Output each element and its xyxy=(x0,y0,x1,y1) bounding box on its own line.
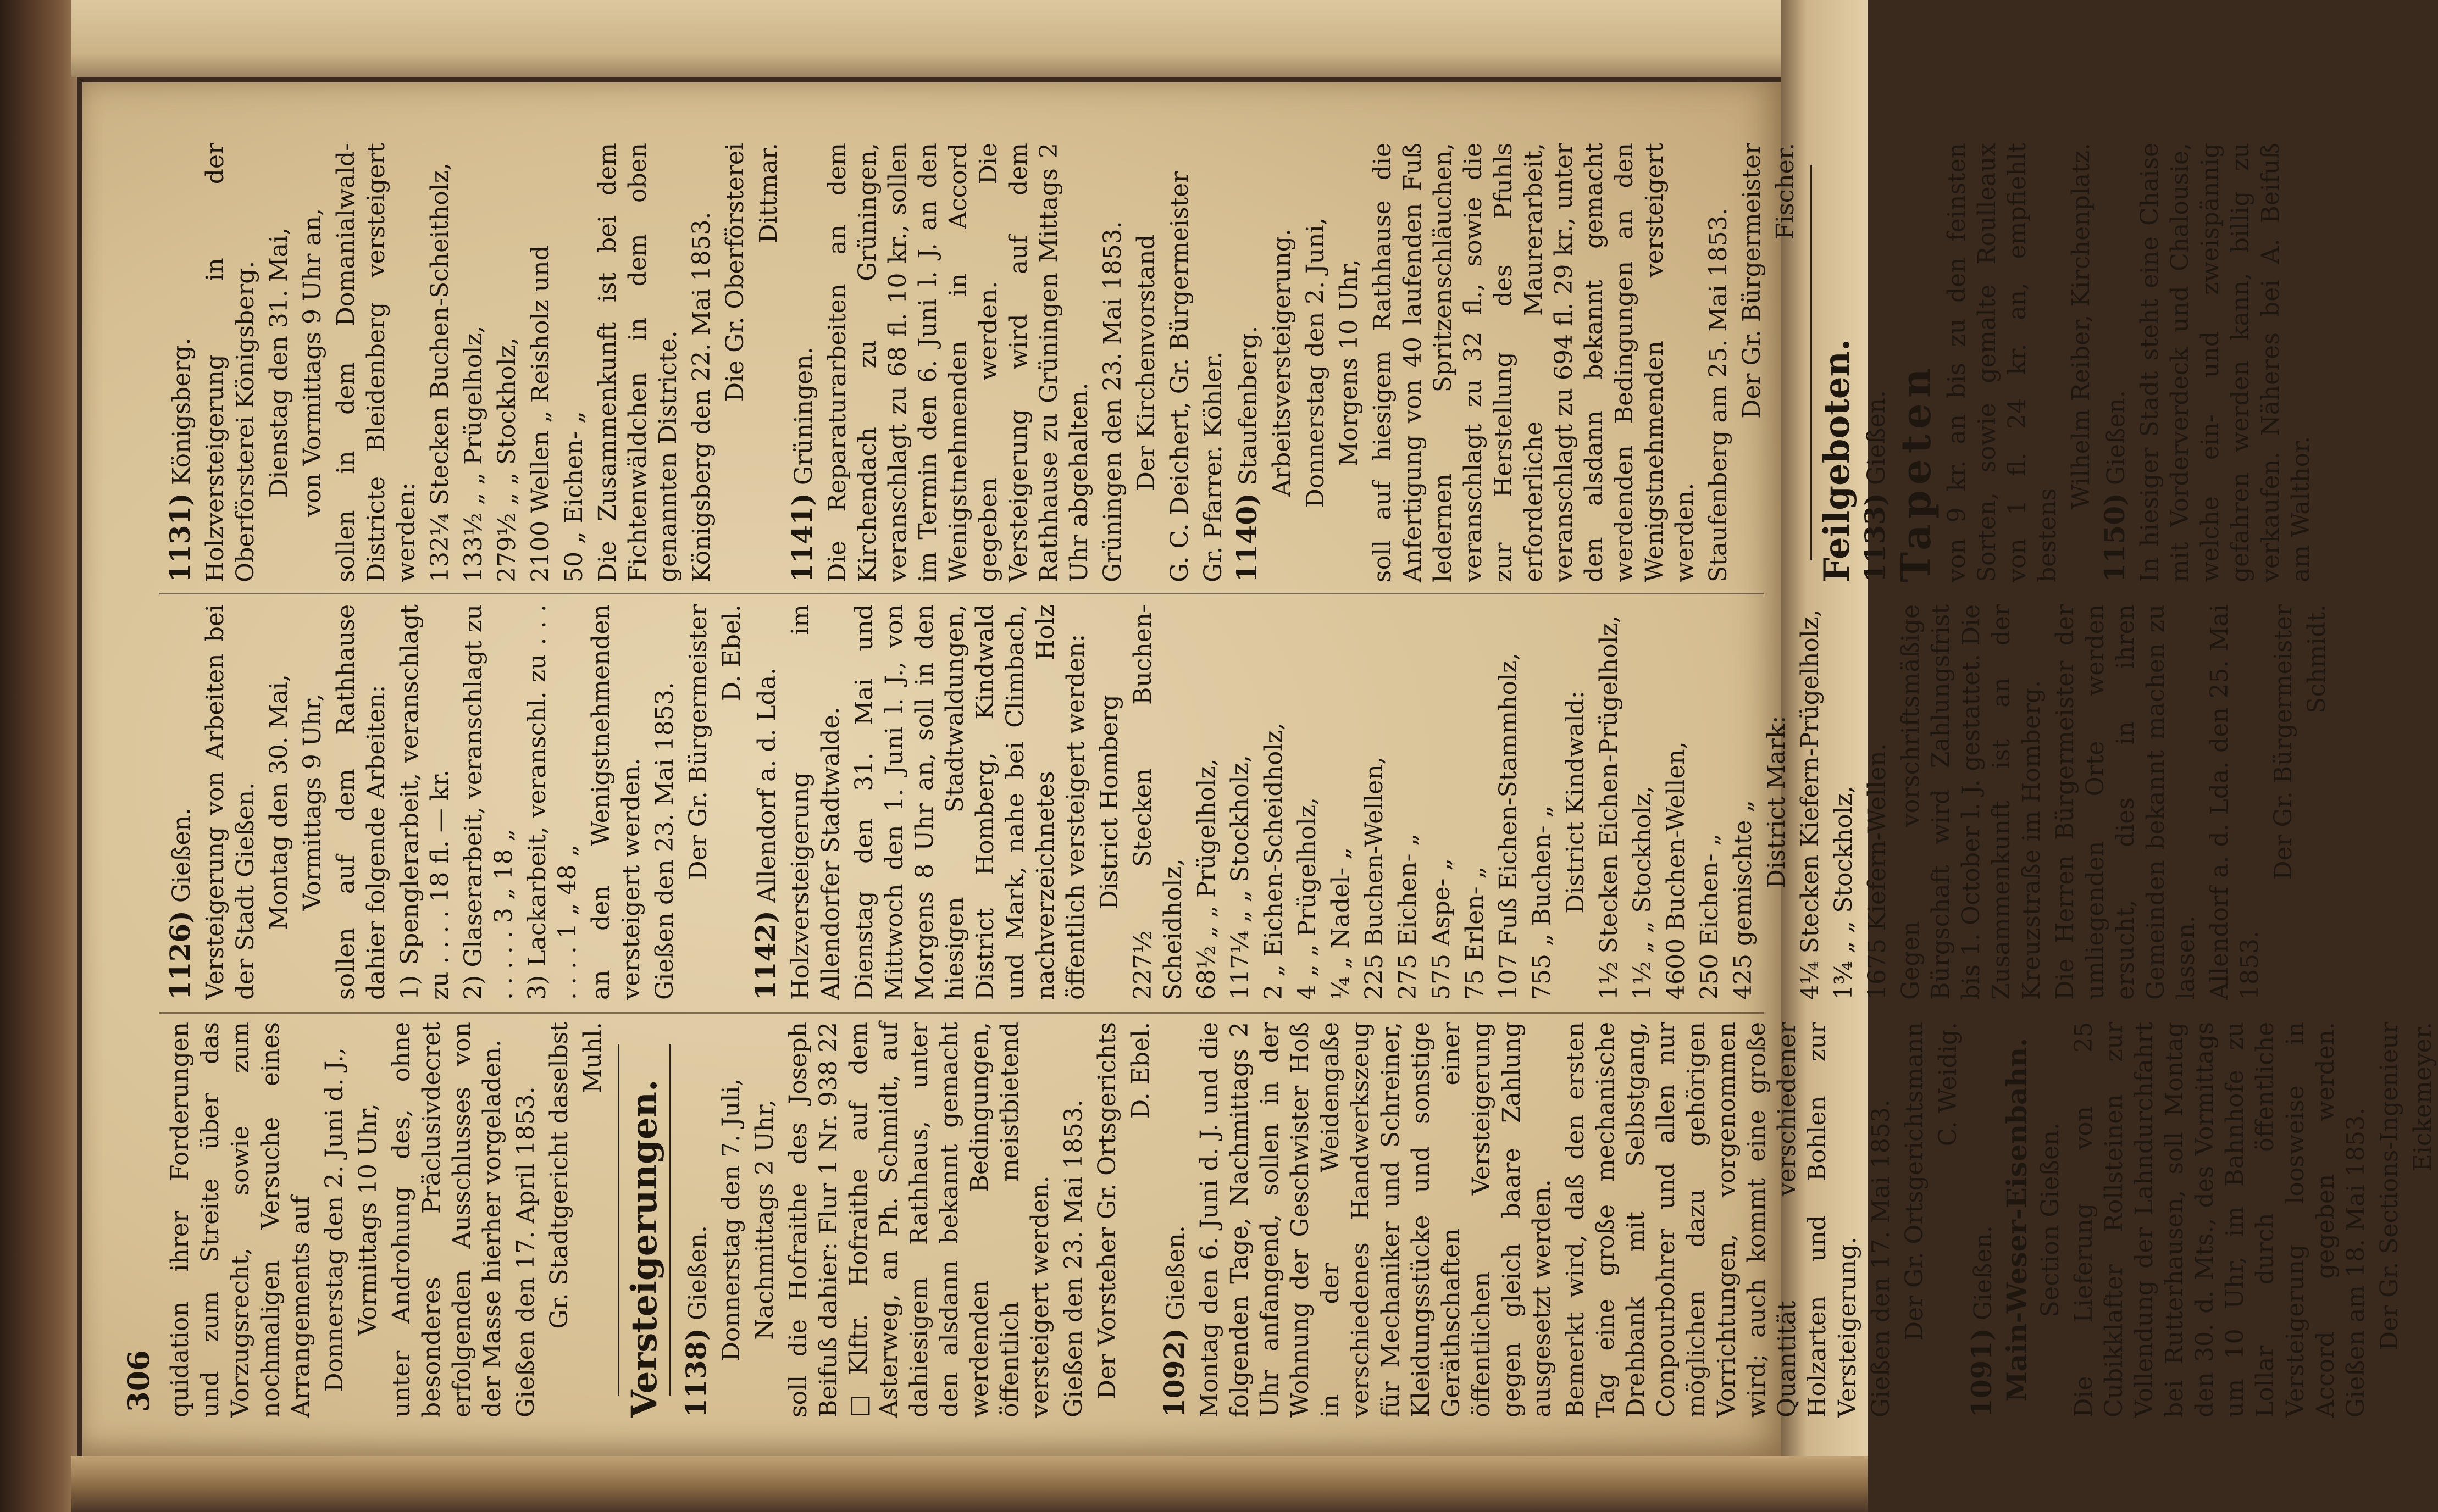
signature-office: Gr. Stadtgericht daselbst xyxy=(545,1022,573,1329)
signature-name: Eickemeyer. xyxy=(2409,1022,2437,1172)
ad-text: von 9 kr. an bis zu den feinsten Sorten, sowie gemalte Roulleaux von 1 fl. 24 kr. an, empfiehlt bestens xyxy=(1943,143,2062,582)
text-paragraph: quidation ihrer Forderungen und zum Streite über das Vorzugsrecht, sowie zum nochmaligen Versuche eines Arrangements auf xyxy=(166,1022,315,1418)
time-line: Vormittags 10 Uhr, xyxy=(354,1103,382,1336)
ad-text: an den Wenigstnehmenden versteigert werden. xyxy=(587,604,645,1000)
ad-place: Allendorf a. d. Lda. xyxy=(753,667,781,903)
ad-subtitle: Section Gießen. xyxy=(2036,1122,2064,1318)
ad-title: Arbeitsversteigerung. xyxy=(1268,229,1296,497)
signature-name: Muhl. xyxy=(579,1022,607,1093)
ad-place: Gießen. xyxy=(1863,390,1891,486)
divider xyxy=(669,1044,671,1396)
list-item: 279½ „ „ Stockholz, xyxy=(493,337,521,582)
text-paragraph: unter Androhung des, ohne besonderes Präclusivdecret erfolgenden Ausschlusses von der Masse hierher vorgeladen. xyxy=(387,1022,506,1418)
ad-place: Gießen. xyxy=(1969,1225,1997,1321)
list-item: 68½ „ „ Prügelholz, xyxy=(1193,758,1221,1000)
column-1 xyxy=(165,1022,2437,1418)
newspaper-page xyxy=(82,82,2437,1456)
ad-text: Die Herren Bürgermeister der umliegenden Orte werden ersucht, dies in ihren Gemeinden bekannt machen zu lassen. xyxy=(2051,604,2200,1000)
ad-place: Grüningen. xyxy=(790,347,818,486)
list-item: 75 Erlen- „ xyxy=(1461,866,1489,1000)
time-line: Nachmittags 2 Uhr, xyxy=(751,1099,779,1340)
ad-intro: Holzversteigerung in der Oberförsterei Königsberg. xyxy=(201,143,259,582)
signature-date: Gießen den 17. Mai 1853. xyxy=(1867,1099,1895,1418)
signature-name: Dittmar. xyxy=(755,143,783,243)
book-spine xyxy=(0,0,77,1512)
section-heading: Feilgeboten. xyxy=(1816,338,1858,582)
ad-text: Die Lieferung von 25 Cubikklafter Rollsteinen zur Vollendung der Lahndurchfahrt bei Rutterhausen, soll Montag den 30. d. Mts., des Vormittags um 10 Uhr, im Bahnhofe zu Lollar durch öffentliche Versteigerung loosweise in Accord gegeben werden. Gießen am 18. Mai 1853. xyxy=(2070,1022,2370,1418)
ad-number: 1131) xyxy=(164,493,196,582)
list-item: 275 Eichen- „ xyxy=(1394,833,1422,1000)
ad-text: sollen in dem Domanialwald-Districte Bleidenberg versteigert werden: xyxy=(332,143,420,582)
ad-number: 1140) xyxy=(1231,493,1263,582)
time-line: von Vormittags 9 Uhr an, xyxy=(298,208,326,518)
column-rule xyxy=(159,593,1764,594)
ad-text: Die Zusammenkunft ist bei dem Fichtenwäldchen in dem oben genannten Districte. xyxy=(594,143,682,582)
column-3 xyxy=(164,143,2315,582)
list-item: 3) Lackarbeit, veranschl. zu . . . . . . . 1 „ 48 „ xyxy=(523,604,581,1000)
signature-office: Der Gr. Bürgermeister xyxy=(684,604,712,880)
ad-place: Gießen. xyxy=(684,1225,712,1321)
district-heading: District Mark: xyxy=(1763,715,1791,889)
list-item: ¼ „ Nadel- „ xyxy=(1327,847,1355,1000)
ad-place: Staufenberg. xyxy=(1234,325,1262,486)
date-line: Donnerstag den 2. Juni d. J., xyxy=(320,1047,348,1392)
list-item: 575 Aspe- „ xyxy=(1427,858,1455,1000)
ad-text: In hiesiger Stadt steht eine Chaise mit Vorderverdeck und Chalousie, welche ein- und zweispännig gefahren werden kann, billig zu verkaufen. Näheres bei A. Beifuß am Walthor. xyxy=(2136,143,2315,582)
signature-date: Gießen den 23. Mai 1853. xyxy=(651,682,679,1000)
ad-number: 1141) xyxy=(786,493,818,582)
ad-text: Die Reparaturarbeiten an dem Kirchendach zu Grüningen, veranschlagt zu 68 fl. 10 kr., sollen im Termin den 6. Juni l. J. an den Wenigstnehmenden in Accord gegeben werden. Die Versteigerung wird auf dem Rathhause zu Grüningen Mittags 2 Uhr abgehalten. xyxy=(823,143,1093,582)
ad-text: soll die Hofraithe des Joseph Beifuß dahier: Flur 1 Nr. 938 22 □Klftr. Hofraithe auf dem Asterweg, an Ph. Schmidt, auf dahiesigem Rathhaus, unter den alsdann bekannt gemacht werdenden Bedingungen, öffentlich meistbietend versteigert werden. xyxy=(784,1022,1054,1418)
list-item: 1½ „ „ Stockholz, xyxy=(1628,786,1656,1000)
list-item: 225 Buchen-Wellen, xyxy=(1360,757,1388,1000)
list-item: 4600 Buchen-Wellen, xyxy=(1662,741,1690,1000)
list-item: 425 gemischte „ xyxy=(1729,799,1757,1000)
signature-office: Der Gr. Sections-Ingenieur xyxy=(2375,1022,2403,1351)
signature-date: Staufenberg am 25. Mai 1853. xyxy=(1704,208,1732,582)
list-item: 132¼ Stecken Buchen-Scheitholz, xyxy=(426,162,454,582)
ad-text: sollen auf dem Rathhause dahier folgende Arbeiten: xyxy=(332,604,390,1000)
list-item: 107 Fuß Eichen-Stammholz, xyxy=(1494,652,1522,1000)
list-item: 2) Glaserarbeit, veranschlagt zu . . . . . 3 „ 18 „ xyxy=(459,604,518,1000)
ad-title: Main-Weser-Eisenbahn. xyxy=(2001,1037,2033,1402)
signature-office: Der Kirchenvorstand xyxy=(1132,234,1160,491)
ad-text: Montag den 6. Juni d. J. und die folgenden Tage, Nachmittags 2 Uhr anfangend, sollen in der Wohnung der Geschwister Hoß in der Weidengaße verschiedenes Handwerkszeug für Mechaniker und Schreiner, Kleidungsstücke und sonstige Geräthschaften einer öffentlichen Versteigerung gegen gleich baare Zahlung ausgesetzt werden. xyxy=(1195,1022,1556,1418)
ad-place: Gießen. xyxy=(2102,390,2130,486)
time-line: Morgens 10 Uhr, xyxy=(1335,259,1363,466)
ad-number: 1133) xyxy=(1859,493,1891,582)
list-item: 227½ Stecken Buchen-Scheidholz, xyxy=(1129,604,1187,1000)
list-item: 1½ Stecken Eichen-Prügelholz, xyxy=(1595,615,1623,1000)
signature-name: Schmidt. xyxy=(2303,604,2331,714)
time-line: Vormittags 9 Uhr, xyxy=(298,693,326,911)
date-line: Dienstag den 31. Mai, xyxy=(265,227,293,498)
district-heading: District Homberg xyxy=(1095,694,1123,910)
list-item: 4 „ „ Prügelholz, xyxy=(1293,797,1321,1000)
list-item: 755 „ Buchen- „ xyxy=(1528,805,1556,1000)
list-item: 4¼ Stecken Kiefern-Prügelholz, xyxy=(1796,609,1824,1000)
ad-number: 1138) xyxy=(680,1328,712,1418)
column-rule xyxy=(159,1012,1764,1014)
facing-page-edge xyxy=(71,0,1786,77)
list-item: 2100 Wellen „ Reisholz und xyxy=(527,245,555,582)
ad-number: 1092) xyxy=(1158,1328,1190,1418)
ad-number: 1091) xyxy=(1965,1328,1998,1418)
list-item: 1) Spenglerarbeit, veranschlagt zu . . . . 18 fl. — kr. xyxy=(396,604,454,1000)
date-line: Donnerstag den 2. Juni, xyxy=(1301,217,1329,508)
ad-text: Gegen vorschriftsmäßige Bürgschaft wird Zahlungsfrist bis 1. October l. J. gestattet. Die Zusammenkunft ist an der Kreuzstraße im Homberg. xyxy=(1897,604,2046,1000)
signature-date: Gießen den 17. April 1853. xyxy=(512,1086,540,1418)
signature-office: Der Gr. Bürgermeister xyxy=(2269,604,2297,880)
signature-name: G. C. Deichert, Gr. Bürgermeister xyxy=(1166,171,1194,582)
ad-text: Bemerkt wird, daß den ersten Tag eine große mechanische Drehbank mit Selbstgang, Conpourbohrer und allen nur möglichen dazu gehörigen Vorrichtungen, vorgenommen wird; auch kommt eine große Quantität verschiedener Holzarten und Bohlen zur Versteigerung. xyxy=(1561,1022,1861,1418)
ad-place: Königsberg. xyxy=(168,337,196,486)
date-line: Montag den 30. Mai, xyxy=(265,674,293,930)
divider xyxy=(618,1044,619,1396)
page-number: 306 xyxy=(121,1350,156,1412)
signature-name: D. Ebel. xyxy=(1127,1022,1155,1119)
signature-date: Königsberg den 22. Mai 1853. xyxy=(688,212,716,582)
signature-date: Grüningen den 23. Mai 1853. xyxy=(1099,221,1127,582)
ad-number: 1142) xyxy=(749,910,782,1000)
signature-date: Gießen den 23. Mai 1853. xyxy=(1060,1099,1088,1418)
ad-title-large: Tapeten xyxy=(1893,363,1940,582)
signature-name: C. Weidig. xyxy=(1934,1022,1962,1147)
signature-name: Wilhelm Reiber, Kirchenplatz. xyxy=(2067,143,2095,510)
district-heading: District Kindwald: xyxy=(1561,691,1589,914)
list-item: 250 Eichen- „ xyxy=(1695,833,1724,1000)
list-item: 133½ „ „ Prügelholz, xyxy=(459,325,487,582)
ad-number: 1150) xyxy=(2098,493,2131,582)
rotated-content xyxy=(82,82,2437,1456)
signature-name: Fischer. xyxy=(1771,143,1799,240)
ad-place: Gießen. xyxy=(1162,1225,1190,1321)
signature-date: Allendorf a. d. Lda. den 25. Mai 1853. xyxy=(2206,604,2264,1000)
list-item: 2 „ Eichen-Scheidholz, xyxy=(1260,722,1288,1000)
signature-name: D. Ebel. xyxy=(718,604,746,702)
page-block-edge xyxy=(71,1456,1868,1512)
signature-office: Der Gr. Bürgermeister xyxy=(1738,143,1766,419)
list-item: 1675 Kiefern-Wellen. xyxy=(1863,743,1891,1000)
signature-office: Der Vorsteher Gr. Ortsgerichts xyxy=(1093,1022,1121,1399)
ad-text: soll auf hiesigem Rathhause die Anfertigung von 40 laufenden Fuß ledernen Spritzenschläuchen, veranschlagt zu 32 fl., sowie die zur Herstellung des Pfuhls erforderliche Maurerarbeit, veranschlagt zu 694 fl. 29 kr., unter den alsdann bekannt gemacht werdenden Bedingungen an den Wenigstnehmenden versteigert werden. xyxy=(1368,143,1699,582)
signature-name: Gr. Pfarrer. Köhler. xyxy=(1199,351,1227,582)
signature-office: Der Gr. Ortsgerichtsmann xyxy=(1900,1022,1929,1341)
signature-office: Die Gr. Oberförsterei xyxy=(721,143,749,402)
list-item: 1¾ „ „ Stockholz, xyxy=(1830,786,1858,1000)
section-heading: Versteigerungen. xyxy=(624,1079,665,1418)
ad-intro: Holzversteigerung im Allendorfer Stadtwalde. xyxy=(786,604,845,1000)
date-line: Donnerstag den 7. Juli, xyxy=(717,1078,745,1361)
ad-number: 1126) xyxy=(164,910,196,1000)
ad-intro: Versteigerung von Arbeiten bei der Stadt Gießen. xyxy=(201,604,259,1000)
ad-place: Gießen. xyxy=(168,808,196,903)
column-2 xyxy=(164,604,2331,1000)
divider xyxy=(1810,165,1812,560)
list-item: 117¼ „ „ Stockholz, xyxy=(1226,755,1254,1000)
ad-text: Dienstag den 31. Mai und Mittwoch den 1. Juni l. J., von Morgens 8 Uhr an, soll in den hiesigen Stadtwaldungen, District Homberg, Kindwald und Mark, nahe bei Climbach, nachverzeichnetes Holz öffentlich versteigert werden: xyxy=(850,604,1090,1000)
list-item: 50 „ Eichen- „ xyxy=(560,411,588,582)
